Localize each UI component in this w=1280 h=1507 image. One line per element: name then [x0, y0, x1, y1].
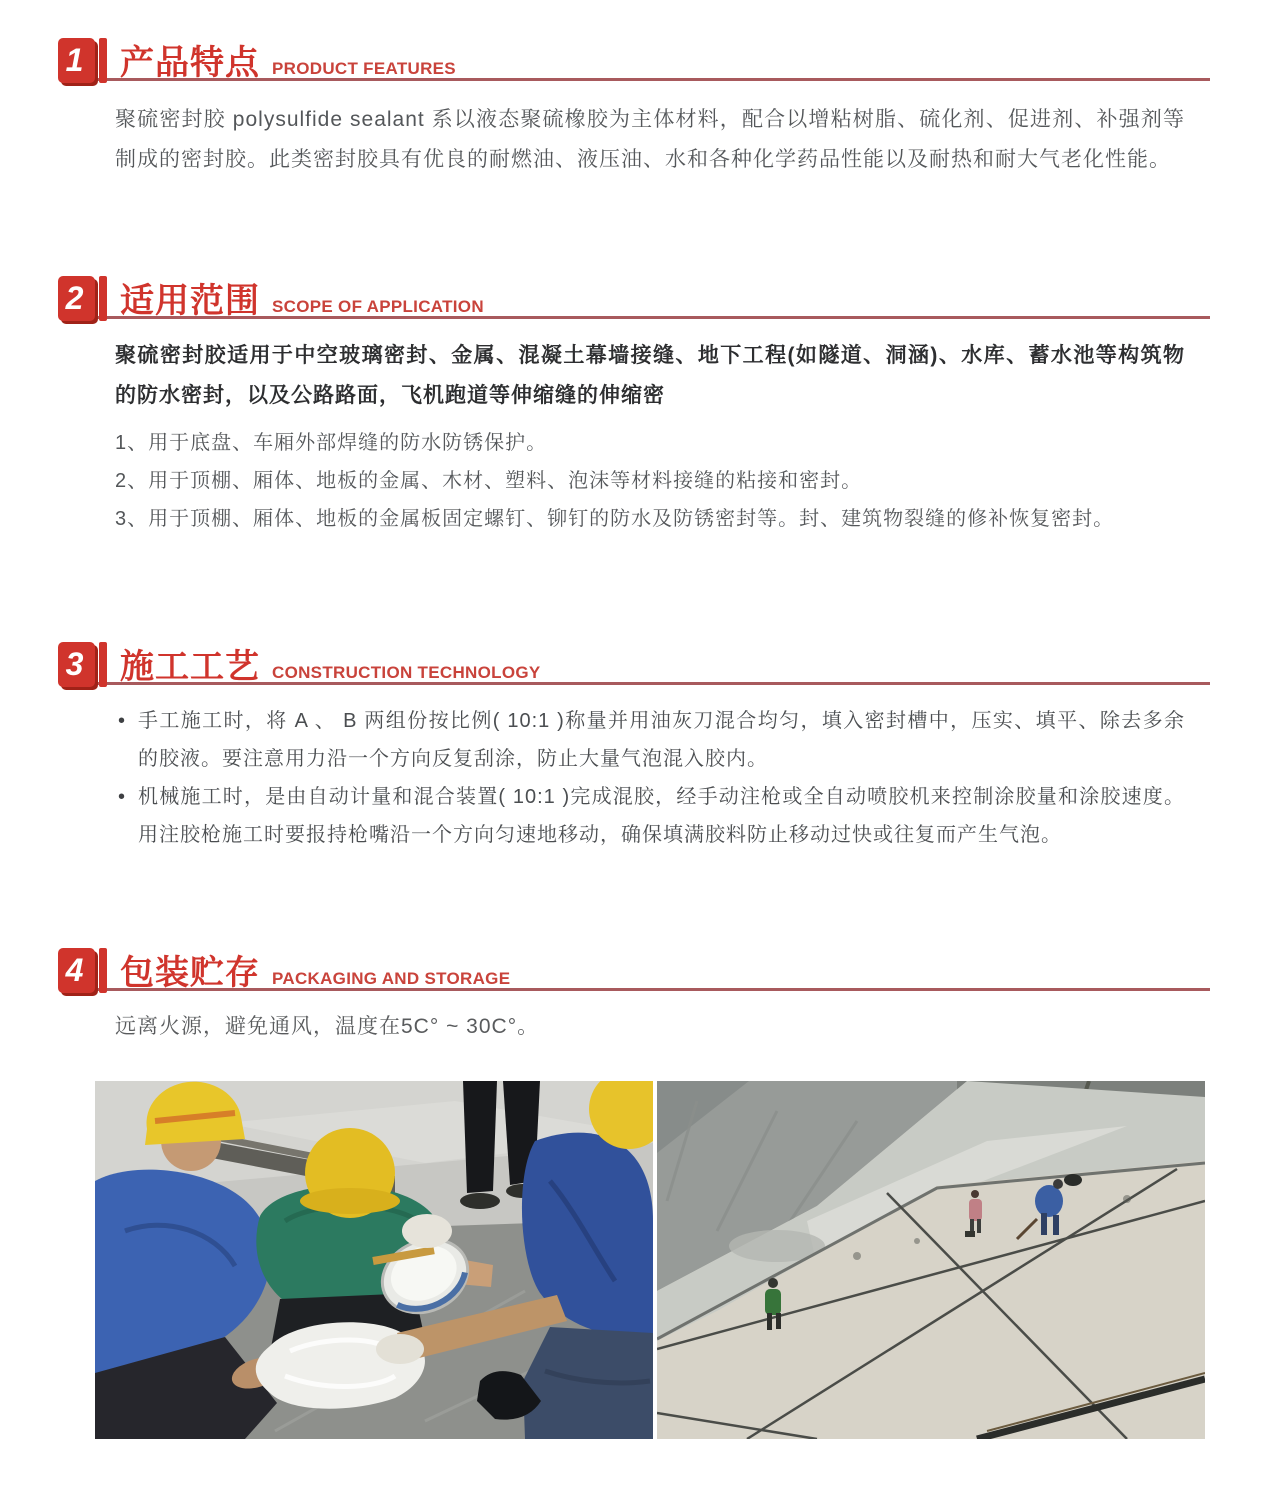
- storage-conditions-text: 远离火源，避免通风，温度在5C° ~ 30C°。: [115, 1015, 540, 1038]
- scope-list-item: 2、用于顶棚、厢体、地板的金属、木材、塑料、泡沫等材料接缝的粘接和密封。: [115, 470, 863, 492]
- section-title-en-1: PRODUCT FEATURES: [272, 59, 456, 78]
- photo-row: [95, 1081, 1280, 1439]
- heading-titles-3: [120, 642, 541, 686]
- section-product-features: [0, 38, 1280, 180]
- construction-bullet-item: • 手工施工时，将 A 、 B 两组份按比例( 10:1 )称量并用油灰刀混合均匀，填入密封槽中，压实、填平、除去多余的胶液。要注意用力沿一个方向反复刮涂，防止大量气泡混入胶内。: [118, 702, 1185, 778]
- badge-strip-4: [99, 948, 107, 993]
- heading-titles-1: [120, 38, 456, 82]
- section-number-badge-4: [58, 948, 95, 993]
- section-title-cn-3: 施工工艺: [120, 647, 260, 686]
- scope-list-item: 1、用于底盘、车厢外部焊缝的防水防锈保护。: [115, 432, 548, 454]
- section-number-2: 2: [65, 280, 84, 316]
- section-header-2: [58, 276, 1210, 322]
- section-title-en-3: CONSTRUCTION TECHNOLOGY: [272, 663, 541, 682]
- section-header-4: [58, 948, 1210, 994]
- section-title-en-2: SCOPE OF APPLICATION: [272, 297, 484, 316]
- section-number-4: 4: [65, 952, 84, 988]
- badge-strip-3: [99, 642, 107, 687]
- scope-numbered-list: [115, 424, 1185, 538]
- section-title-cn-4: 包装贮存: [120, 953, 260, 992]
- section-title-cn-2: 适用范围: [120, 281, 260, 320]
- construction-bullet-list: [118, 702, 1185, 854]
- section-number-badge-2: [58, 276, 95, 321]
- product-features-paragraph: 聚硫密封胶 polysulfide sealant 系以液态聚硫橡胶为主体材料，配合以增粘树脂、硫化剂、促进剂、补强剂等制成的密封胶。此类密封胶具有优良的耐燃油、液压油、水和各种化学药品性能以及耐热和耐大气老化性能。: [115, 108, 1185, 171]
- section-title-cn-1: 产品特点: [120, 43, 260, 82]
- construction-bullet-item: • 机械施工时，是由自动计量和混合装置( 10:1 )完成混胶，经手动注枪或全自动喷胶机来控制涂胶量和涂胶速度。用注胶枪施工时要报持枪嘴沿一个方向匀速地移动，确保填满胶料防止移动过快或往复而产生气泡。: [118, 778, 1185, 854]
- section-header-3: [58, 642, 1210, 688]
- section-number-3: 3: [65, 646, 84, 682]
- heading-titles-2: [120, 276, 484, 320]
- section-packaging-and-storage: [0, 948, 1280, 1042]
- section-number-1: 1: [65, 42, 84, 78]
- section-header-1: [58, 38, 1210, 84]
- workers-mixing-sealant-photo: [95, 1081, 653, 1439]
- section-number-badge-3: [58, 642, 95, 687]
- sealant-on-concrete-slope-photo: [657, 1081, 1205, 1439]
- section-scope-of-application: [0, 276, 1280, 538]
- badge-strip-2: [99, 276, 107, 321]
- section-construction-technology: [0, 642, 1280, 854]
- section-title-en-4: PACKAGING AND STORAGE: [272, 969, 511, 988]
- section-number-badge-1: [58, 38, 95, 83]
- scope-list-item: 3、用于顶棚、厢体、地板的金属板固定螺钉、铆钉的防水及防锈密封等。封、建筑物裂缝的修补恢复密封。: [115, 508, 1115, 530]
- scope-lead-paragraph: 聚硫密封胶适用于中空玻璃密封、金属、混凝土幕墙接缝、地下工程(如隧道、洞涵)、水库、蓄水池等构筑物的防水密封，以及公路路面，飞机跑道等伸缩缝的伸缩密: [115, 344, 1185, 407]
- dark-object: [1064, 1174, 1082, 1186]
- heading-titles-4: [120, 948, 510, 992]
- badge-strip-1: [99, 38, 107, 83]
